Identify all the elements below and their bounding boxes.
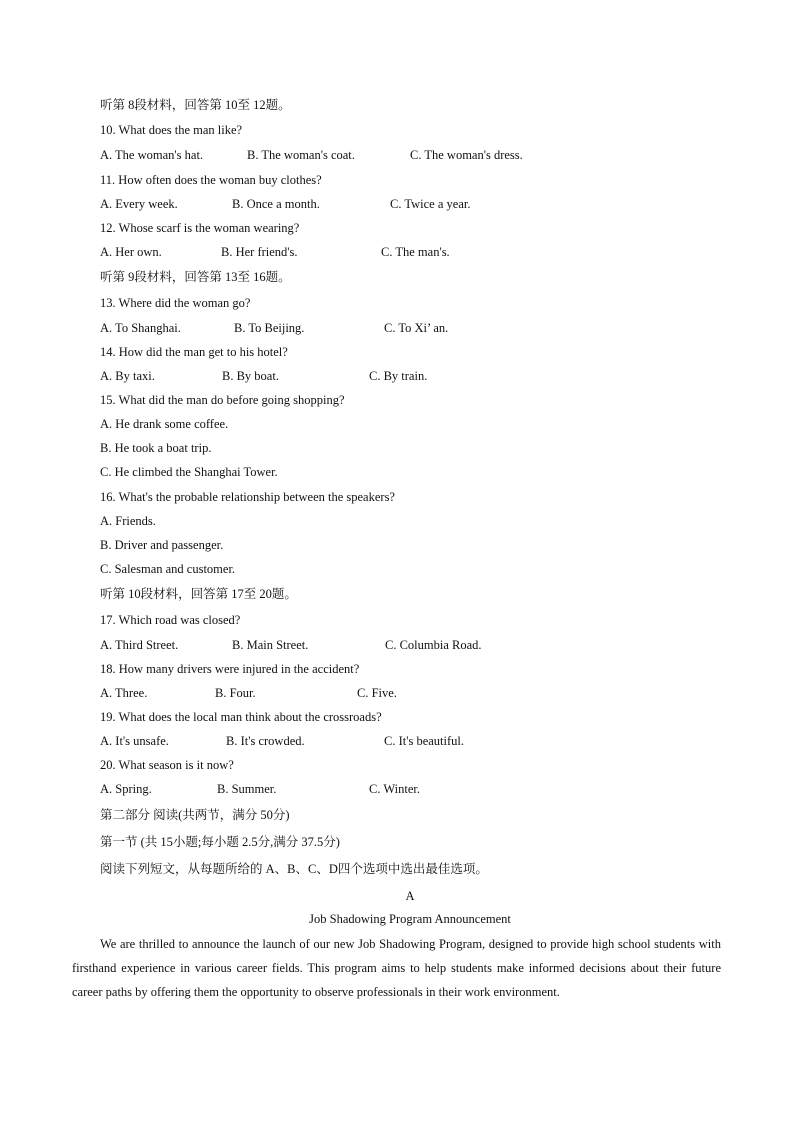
question-15-option-a: A. He drank some coffee. xyxy=(100,417,229,431)
question-18-option-c: C. Five. xyxy=(357,686,397,700)
question-17-option-a: A. Third Street. xyxy=(100,638,179,652)
question-20-option-a: A. Spring. xyxy=(100,782,152,796)
question-15-option-b: B. He took a boat trip. xyxy=(100,441,212,455)
section-heading-8: 听第 8段材料，回答第 10至 12题。 xyxy=(100,98,291,112)
question-20-option-c: C. Winter. xyxy=(369,782,421,796)
question-16-option-a: A. Friends. xyxy=(100,514,156,528)
section-heading-10: 听第 10段材料，回答第 17至 20题。 xyxy=(100,587,297,601)
question-16-stem: 16. What's the probable relationship between the speakers? xyxy=(100,490,395,504)
question-11-option-b: B. Once a month. xyxy=(232,197,320,211)
part-two-heading: 第二部分 阅读(共两节，满分 50分) xyxy=(100,808,290,822)
question-11-option-c: C. Twice a year. xyxy=(390,197,471,211)
question-17-option-c: C. Columbia Road. xyxy=(385,638,482,652)
question-18-option-b: B. Four. xyxy=(215,686,256,700)
question-14-option-c: C. By train. xyxy=(369,369,428,383)
question-15-stem: 15. What did the man do before going shopping? xyxy=(100,393,345,407)
question-19-option-a: A. It's unsafe. xyxy=(100,734,169,748)
question-13-option-c: C. To Xi’ an. xyxy=(384,321,449,335)
question-12-option-b: B. Her friend's. xyxy=(221,245,298,259)
question-14-stem: 14. How did the man get to his hotel? xyxy=(100,345,288,359)
question-13-option-b: B. To Beijing. xyxy=(234,321,305,335)
question-20-option-b: B. Summer. xyxy=(217,782,277,796)
question-19-option-c: C. It's beautiful. xyxy=(384,734,465,748)
question-14-option-b: B. By boat. xyxy=(222,369,279,383)
question-11-option-a: A. Every week. xyxy=(100,197,178,211)
question-12-option-c: C. The man's. xyxy=(381,245,450,259)
question-17-option-b: B. Main Street. xyxy=(232,638,309,652)
question-15-option-c: C. He climbed the Shanghai Tower. xyxy=(100,465,278,479)
question-10-stem: 10. What does the man like? xyxy=(100,123,243,137)
question-10-option-b: B. The woman's coat. xyxy=(247,148,355,162)
question-14-option-a: A. By taxi. xyxy=(100,369,155,383)
question-12-option-a: A. Her own. xyxy=(100,245,162,259)
question-20-stem: 20. What season is it now? xyxy=(100,758,234,772)
question-16-option-b: B. Driver and passenger. xyxy=(100,538,224,552)
passage-letter: A xyxy=(405,889,415,903)
question-16-option-c: C. Salesman and customer. xyxy=(100,562,236,576)
question-10-option-a: A. The woman's hat. xyxy=(100,148,204,162)
question-18-stem: 18. How many drivers were injured in the accident? xyxy=(100,662,360,676)
section-heading-9: 听第 9段材料，回答第 13至 16题。 xyxy=(100,270,291,284)
question-19-stem: 19. What does the local man think about the crossroads? xyxy=(100,710,382,724)
question-19-option-b: B. It's crowded. xyxy=(226,734,305,748)
question-17-stem: 17. Which road was closed? xyxy=(100,613,241,627)
reading-instruction: 阅读下列短文，从每题所给的 A、B、C、D四个选项中选出最佳选项。 xyxy=(100,862,488,876)
question-11-stem: 11. How often does the woman buy clothes? xyxy=(100,173,322,187)
question-18-option-a: A. Three. xyxy=(100,686,148,700)
question-12-stem: 12. Whose scarf is the woman wearing? xyxy=(100,221,300,235)
question-13-option-a: A. To Shanghai. xyxy=(100,321,181,335)
passage-title: Job Shadowing Program Announcement xyxy=(309,912,511,926)
passage-paragraph: We are thrilled to announce the launch of our new Job Shadowing Program, designed to provide high school students with firsthand experience in various career fields. This program aims to help students make informed decisions about their future career paths by offering them the opportunity to observe professionals in their work environment. xyxy=(72,937,721,999)
question-13-stem: 13. Where did the woman go? xyxy=(100,296,251,310)
section-one-heading: 第一节 (共 15小题;每小题 2.5分,满分 37.5分) xyxy=(100,835,340,849)
question-10-option-c: C. The woman's dress. xyxy=(410,148,523,162)
